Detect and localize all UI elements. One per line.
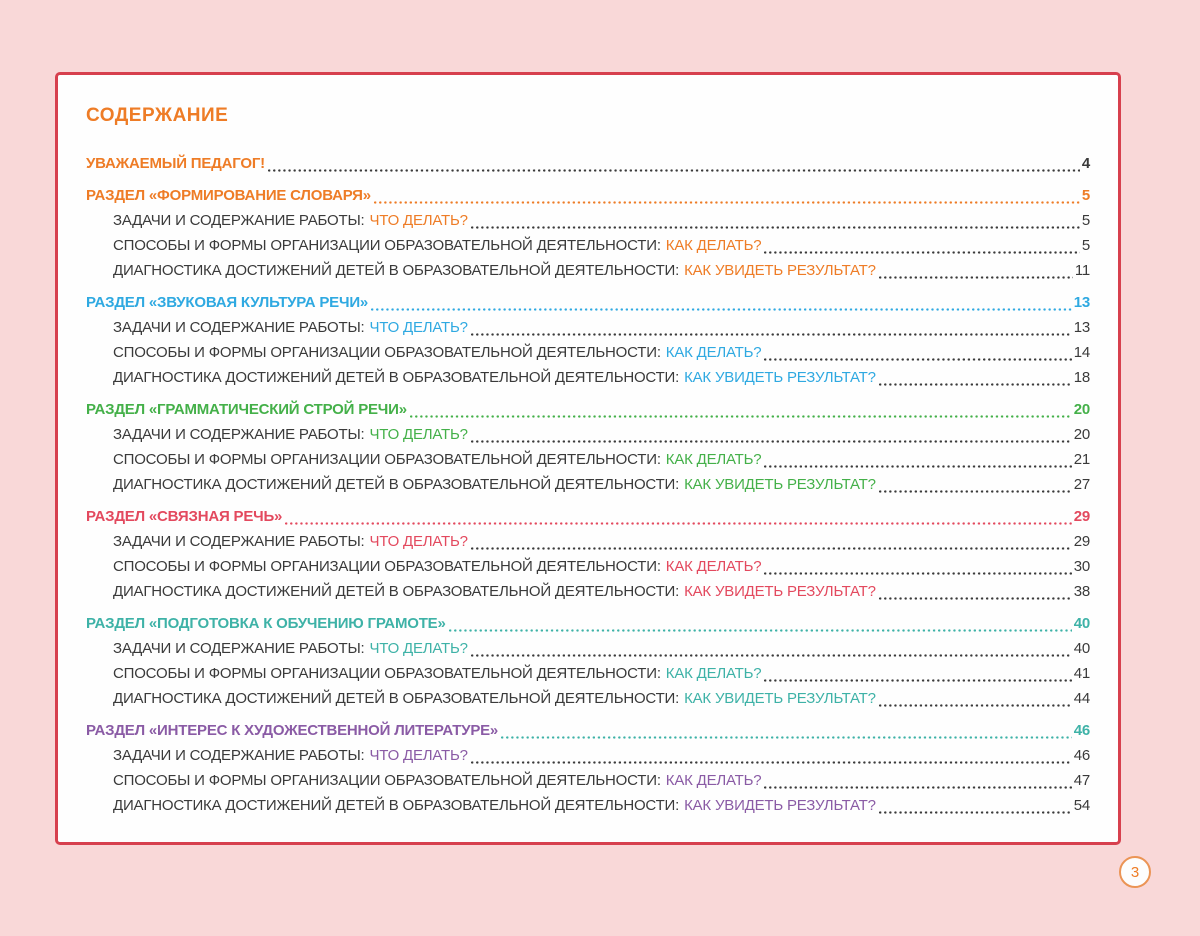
toc-sub-text: ЗАДАЧИ И СОДЕРЖАНИЕ РАБОТЫ: (113, 533, 365, 550)
dotted-leader (879, 811, 1072, 814)
dotted-leader (471, 226, 1080, 229)
dotted-leader (764, 679, 1071, 682)
toc-sub-label (113, 258, 876, 283)
toc-list (86, 151, 1090, 818)
dotted-leader (471, 440, 1072, 443)
toc-sub-text: ДИАГНОСТИКА ДОСТИЖЕНИЙ ДЕТЕЙ В ОБРАЗОВАТЕЛЬНОЙ ДЕЯТЕЛЬНОСТИ: (113, 369, 680, 386)
toc-sub-page: 5 (1081, 237, 1090, 254)
toc-sub-highlight: ЧТО ДЕЛАТЬ? (369, 640, 468, 657)
toc-section-header (86, 611, 1090, 636)
toc-sub-text: ДИАГНОСТИКА ДОСТИЖЕНИЙ ДЕТЕЙ В ОБРАЗОВАТЕЛЬНОЙ ДЕЯТЕЛЬНОСТИ: (113, 476, 680, 493)
toc-sub-entry (86, 422, 1090, 447)
page-number: 3 (1130, 863, 1140, 881)
toc-sub-entry (86, 340, 1090, 365)
toc-sub-label (113, 743, 468, 768)
toc-sub-label (113, 365, 876, 390)
toc-sub-highlight: КАК УВИДЕТЬ РЕЗУЛЬТАТ? (684, 476, 876, 493)
toc-sub-highlight: КАК ДЕЛАТЬ? (665, 237, 762, 254)
toc-entry-page: 4 (1081, 155, 1090, 172)
toc-section-page: 29 (1073, 508, 1090, 525)
dotted-leader (879, 383, 1072, 386)
toc-sub-page: 11 (1074, 262, 1090, 279)
toc-section-title: РАЗДЕЛ «ЗВУКОВАЯ КУЛЬТУРА РЕЧИ» (86, 294, 369, 311)
toc-sub-entry (86, 661, 1090, 686)
toc-sub-page: 21 (1073, 451, 1090, 468)
toc-sub-highlight: КАК УВИДЕТЬ РЕЗУЛЬТАТ? (684, 262, 876, 279)
dotted-leader (471, 761, 1072, 764)
toc-sub-text: ЗАДАЧИ И СОДЕРЖАНИЕ РАБОТЫ: (113, 426, 365, 443)
toc-sub-label (113, 768, 761, 793)
toc-section-title: РАЗДЕЛ «ИНТЕРЕС К ХУДОЖЕСТВЕННОЙ ЛИТЕРАТУРЕ» (86, 722, 499, 739)
dotted-leader (410, 415, 1072, 418)
toc-section-title: РАЗДЕЛ «ФОРМИРОВАНИЕ СЛОВАРЯ» (86, 187, 371, 204)
toc-sub-text: СПОСОБЫ И ФОРМЫ ОРГАНИЗАЦИИ ОБРАЗОВАТЕЛЬНОЙ ДЕЯТЕЛЬНОСТИ: (113, 665, 661, 682)
toc-sub-page: 46 (1073, 747, 1090, 764)
toc-sub-highlight: КАК ДЕЛАТЬ? (665, 665, 762, 682)
toc-sub-page: 47 (1073, 772, 1090, 789)
toc-sub-label (113, 340, 761, 365)
toc-sub-page: 38 (1073, 583, 1090, 600)
dotted-leader (879, 597, 1072, 600)
toc-sub-label (113, 422, 468, 447)
toc-sub-entry (86, 636, 1090, 661)
toc-sub-entry (86, 258, 1090, 283)
toc-sub-highlight: ЧТО ДЕЛАТЬ? (369, 426, 468, 443)
toc-sub-page: 13 (1073, 319, 1090, 336)
toc-sub-label (113, 447, 761, 472)
toc-sub-highlight: КАК ДЕЛАТЬ? (665, 451, 762, 468)
toc-section-header (86, 290, 1090, 315)
toc-sub-text: ДИАГНОСТИКА ДОСТИЖЕНИЙ ДЕТЕЙ В ОБРАЗОВАТЕЛЬНОЙ ДЕЯТЕЛЬНОСТИ: (113, 797, 680, 814)
toc-entry-label: УВАЖАЕМЫЙ ПЕДАГОГ! (86, 155, 265, 172)
toc-sub-label (113, 686, 876, 711)
toc-sub-highlight: КАК УВИДЕТЬ РЕЗУЛЬТАТ? (684, 797, 876, 814)
toc-sub-page: 5 (1081, 212, 1090, 229)
toc-sub-entry (86, 743, 1090, 768)
toc-sub-entry (86, 793, 1090, 818)
toc-sub-label (113, 554, 761, 579)
toc-sub-entry (86, 579, 1090, 604)
toc-section-title: РАЗДЕЛ «СВЯЗНАЯ РЕЧЬ» (86, 508, 283, 525)
toc-sub-page: 14 (1073, 344, 1090, 361)
toc-sub-text: ДИАГНОСТИКА ДОСТИЖЕНИЙ ДЕТЕЙ В ОБРАЗОВАТЕЛЬНОЙ ДЕЯТЕЛЬНОСТИ: (113, 690, 680, 707)
page-number-badge (1119, 856, 1151, 888)
toc-sub-entry (86, 472, 1090, 497)
toc-sub-entry (86, 365, 1090, 390)
toc-sub-page: 44 (1073, 690, 1090, 707)
dotted-leader (268, 169, 1080, 172)
toc-sub-text: ЗАДАЧИ И СОДЕРЖАНИЕ РАБОТЫ: (113, 319, 365, 336)
toc-sub-entry (86, 447, 1090, 472)
toc-sub-label (113, 208, 468, 233)
toc-sub-label (113, 233, 761, 258)
toc-sub-label (113, 579, 876, 604)
toc-sub-text: ДИАГНОСТИКА ДОСТИЖЕНИЙ ДЕТЕЙ В ОБРАЗОВАТЕЛЬНОЙ ДЕЯТЕЛЬНОСТИ: (113, 583, 680, 600)
toc-section-title: РАЗДЕЛ «ГРАММАТИЧЕСКИЙ СТРОЙ РЕЧИ» (86, 401, 407, 418)
dotted-leader (285, 522, 1072, 525)
toc-sub-page: 54 (1073, 797, 1090, 814)
dotted-leader (371, 308, 1072, 311)
toc-sub-page: 18 (1073, 369, 1090, 386)
toc-sub-text: ЗАДАЧИ И СОДЕРЖАНИЕ РАБОТЫ: (113, 640, 365, 657)
toc-sub-page: 20 (1073, 426, 1090, 443)
toc-entry-intro (86, 151, 1090, 176)
toc-sub-highlight: ЧТО ДЕЛАТЬ? (369, 747, 468, 764)
toc-sub-highlight: КАК ДЕЛАТЬ? (665, 344, 762, 361)
toc-sub-label (113, 472, 876, 497)
toc-section-page: 40 (1073, 615, 1090, 632)
toc-sub-entry (86, 686, 1090, 711)
toc-sub-highlight: КАК УВИДЕТЬ РЕЗУЛЬТАТ? (684, 690, 876, 707)
toc-sub-entry (86, 315, 1090, 340)
toc-sub-text: ЗАДАЧИ И СОДЕРЖАНИЕ РАБОТЫ: (113, 212, 365, 229)
toc-sub-text: СПОСОБЫ И ФОРМЫ ОРГАНИЗАЦИИ ОБРАЗОВАТЕЛЬНОЙ ДЕЯТЕЛЬНОСТИ: (113, 558, 661, 575)
dotted-leader (764, 358, 1071, 361)
dotted-leader (764, 786, 1071, 789)
toc-sub-highlight: КАК УВИДЕТЬ РЕЗУЛЬТАТ? (684, 369, 876, 386)
toc-sub-text: ЗАДАЧИ И СОДЕРЖАНИЕ РАБОТЫ: (113, 747, 365, 764)
toc-sub-entry (86, 554, 1090, 579)
toc-sub-page: 27 (1073, 476, 1090, 493)
toc-sub-page: 41 (1073, 665, 1090, 682)
toc-section-header (86, 397, 1090, 422)
toc-section-header (86, 504, 1090, 529)
dotted-leader (449, 629, 1072, 632)
dotted-leader (879, 704, 1072, 707)
toc-sub-text: ДИАГНОСТИКА ДОСТИЖЕНИЙ ДЕТЕЙ В ОБРАЗОВАТЕЛЬНОЙ ДЕЯТЕЛЬНОСТИ: (113, 262, 680, 279)
toc-section-header (86, 183, 1090, 208)
toc-section-title: РАЗДЕЛ «ПОДГОТОВКА К ОБУЧЕНИЮ ГРАМОТЕ» (86, 615, 446, 632)
dotted-leader (764, 572, 1071, 575)
toc-sub-highlight: ЧТО ДЕЛАТЬ? (369, 533, 468, 550)
toc-sub-highlight: КАК ДЕЛАТЬ? (665, 772, 762, 789)
toc-section-page: 13 (1073, 294, 1090, 311)
toc-sub-label (113, 661, 761, 686)
toc-sub-highlight: КАК ДЕЛАТЬ? (665, 558, 762, 575)
toc-sub-label (113, 315, 468, 340)
dotted-leader (879, 276, 1073, 279)
page-title: СОДЕРЖАНИЕ (86, 105, 229, 126)
dotted-leader (471, 547, 1072, 550)
toc-sub-entry (86, 208, 1090, 233)
toc-sub-label (113, 529, 468, 554)
toc-sub-label (113, 793, 876, 818)
toc-sub-page: 30 (1073, 558, 1090, 575)
toc-sub-page: 29 (1073, 533, 1090, 550)
dotted-leader (471, 333, 1072, 336)
toc-sub-page: 40 (1073, 640, 1090, 657)
dotted-leader (764, 465, 1071, 468)
toc-sub-highlight: ЧТО ДЕЛАТЬ? (369, 212, 468, 229)
toc-sub-highlight: КАК УВИДЕТЬ РЕЗУЛЬТАТ? (684, 583, 876, 600)
toc-sub-text: СПОСОБЫ И ФОРМЫ ОРГАНИЗАЦИИ ОБРАЗОВАТЕЛЬНОЙ ДЕЯТЕЛЬНОСТИ: (113, 451, 661, 468)
dotted-leader (374, 201, 1080, 204)
toc-section-page: 46 (1073, 722, 1090, 739)
toc-sub-text: СПОСОБЫ И ФОРМЫ ОРГАНИЗАЦИИ ОБРАЗОВАТЕЛЬНОЙ ДЕЯТЕЛЬНОСТИ: (113, 344, 661, 361)
toc-sub-entry (86, 768, 1090, 793)
dotted-leader (501, 736, 1072, 739)
toc-sub-entry (86, 529, 1090, 554)
dotted-leader (471, 654, 1072, 657)
toc-sub-highlight: ЧТО ДЕЛАТЬ? (369, 319, 468, 336)
toc-sub-text: СПОСОБЫ И ФОРМЫ ОРГАНИЗАЦИИ ОБРАЗОВАТЕЛЬНОЙ ДЕЯТЕЛЬНОСТИ: (113, 772, 661, 789)
toc-section-page: 20 (1073, 401, 1090, 418)
contents-card (55, 72, 1121, 845)
toc-sub-entry (86, 233, 1090, 258)
dotted-leader (879, 490, 1072, 493)
dotted-leader (764, 251, 1079, 254)
toc-sub-text: СПОСОБЫ И ФОРМЫ ОРГАНИЗАЦИИ ОБРАЗОВАТЕЛЬНОЙ ДЕЯТЕЛЬНОСТИ: (113, 237, 661, 254)
toc-section-header (86, 718, 1090, 743)
toc-section-page: 5 (1081, 187, 1090, 204)
toc-sub-label (113, 636, 468, 661)
